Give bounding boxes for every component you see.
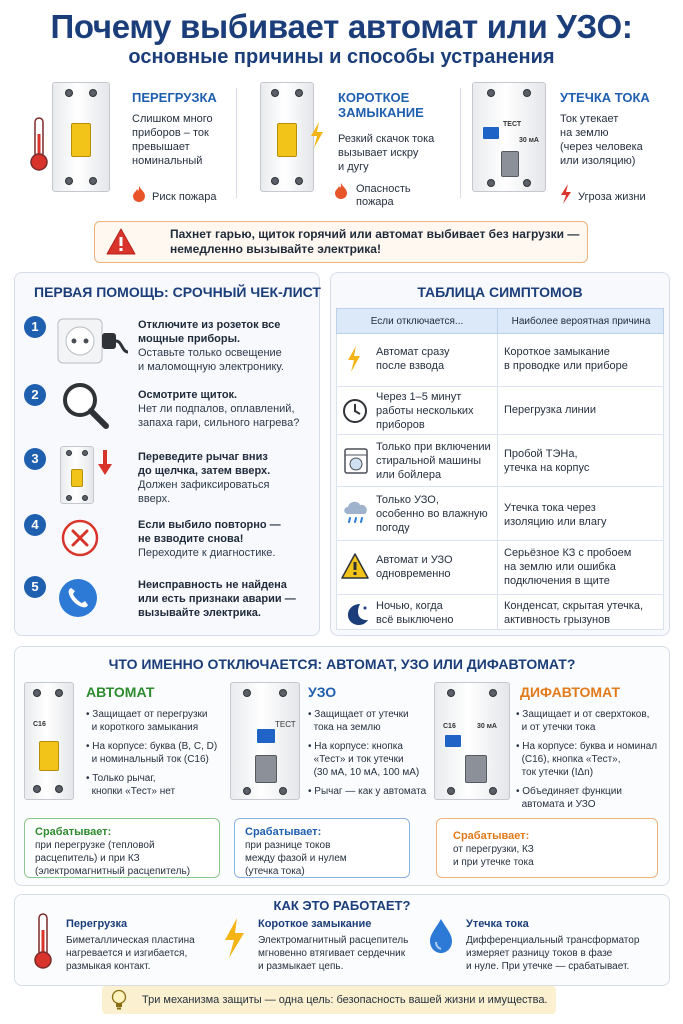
rating-label: C16	[33, 721, 46, 728]
thermometer-icon	[32, 912, 54, 970]
magnifier-icon	[60, 380, 110, 430]
current-label: 30 мА	[519, 137, 539, 144]
clock-icon	[342, 398, 368, 424]
test-label: ТЕСТ	[275, 720, 296, 729]
step-number: 3	[24, 448, 46, 470]
cancel-icon	[60, 518, 100, 558]
cause-description: Ток утекает на землю (через человека или изоляцию)	[560, 113, 643, 167]
thermometer-icon	[28, 116, 50, 172]
table-row: Только УЗО, особенно во влажную погоду Утечка тока через изоляцию или влагу	[336, 486, 664, 540]
rcd-image	[472, 82, 546, 192]
table-header	[336, 308, 664, 334]
step-text: Осмотрите щиток. Нет ли подпалов, оплавлений, запаха гари, сильного нагрева?	[138, 389, 300, 429]
lightbulb-icon	[110, 989, 128, 1011]
cause-risk: Риск пожара	[152, 191, 217, 203]
fire-icon	[334, 182, 348, 200]
step-number: 4	[24, 514, 46, 536]
lightning-icon	[560, 184, 572, 204]
breaker-image	[52, 82, 110, 192]
how-title: КАК ЭТО РАБОТАЕТ?	[273, 898, 411, 913]
washing-machine-icon	[344, 448, 368, 474]
column-header: Если отключается...	[370, 316, 464, 327]
cause-description: Резкий скачок тока вызывает искру и дугу	[338, 133, 435, 173]
step-text: Если выбило повторно — не взводите снова! Переходите к диагностике.	[138, 519, 281, 559]
lightning-icon	[222, 918, 246, 958]
cause-risk: Опасность пожара	[356, 183, 411, 208]
water-drop-icon	[428, 918, 454, 954]
cause-title: ПЕРЕГРУЗКА	[132, 90, 217, 105]
step-text: Неисправность не найдена или есть признаки аварии — вызывайте электрика.	[138, 579, 296, 619]
rain-cloud-icon	[341, 497, 371, 527]
footer-text: Три механизма защиты — одна цель: безопасность вашей жизни и имущества.	[142, 994, 548, 1006]
step-number: 2	[24, 384, 46, 406]
table-row: Ночью, когда всё выключено Конденсат, скрытая утечка, активность грызунов	[336, 594, 664, 630]
lightning-icon	[310, 122, 324, 148]
page-title: Почему выбивает автомат или УЗО:	[50, 8, 633, 45]
phone-icon	[58, 578, 98, 618]
test-label: ТЕСТ	[503, 121, 522, 128]
breaker-image	[60, 446, 94, 504]
arrow-down-icon	[98, 450, 112, 476]
step-number: 5	[24, 576, 46, 598]
cause-title: УТЕЧКА ТОКА	[560, 90, 650, 105]
rcbo-image	[434, 682, 510, 800]
how-item-text: Электромагнитный расцепитель мгновенно втягивает сердечник и размыкает цепь.	[258, 935, 409, 972]
column-header: Наиболее вероятная причина	[511, 316, 651, 327]
table-row: Только при включении стиральной машины или бойлера Пробой ТЭНа, утечка на корпус	[336, 434, 664, 486]
trigger-box: Срабатывает: при перегрузке (тепловой расцепитель) и при КЗ (электромагнитный расцепитель)	[24, 818, 220, 878]
device-features: • Защищает и от сверхтоков, и от утечки тока • На корпусе: буква и номинал (C16), кнопка «Тест», ток утечки (IΔn) • Объединяет функции автомата и УЗО	[516, 709, 658, 810]
how-item-title: Перегрузка	[66, 918, 128, 930]
table-row: Через 1–5 минут работы нескольких приборов Перегрузка линии	[336, 386, 664, 434]
lightning-icon	[346, 346, 362, 372]
cause-overload	[28, 80, 228, 210]
trigger-box: Срабатывает: при разнице токов между фазой и нулем (утечка тока)	[234, 818, 410, 878]
rating-label: C16	[443, 723, 456, 730]
rcd-image	[230, 682, 300, 800]
socket-icon	[56, 316, 130, 366]
device-title: ДИФАВТОМАТ	[520, 684, 621, 700]
device-title: УЗО	[308, 684, 337, 700]
step-text: Переведите рычаг вниз до щелчка, затем вверх. Должен зафиксироваться вверх.	[138, 451, 271, 505]
device-title: АВТОМАТ	[86, 684, 155, 700]
compare-title: ЧТО ИМЕННО ОТКЛЮЧАЕТСЯ: АВТОМАТ, УЗО ИЛИ ДИФАВТОМАТ?	[108, 656, 576, 672]
how-item-text: Биметаллическая пластина нагревается и изгибается, размыкая контакт.	[66, 935, 195, 972]
divider	[236, 88, 237, 198]
page-subtitle: основные причины и способы устранения	[128, 46, 555, 68]
device-features: • Защищает от утечки тока на землю • На корпусе: кнопка «Тест» и ток утечки (30 мА, 10 мА, 100 мА) • Рычаг — как у автомата	[308, 709, 427, 797]
how-item-title: Короткое замыкание	[258, 918, 372, 930]
how-item-title: Утечка тока	[466, 918, 529, 930]
breaker-image	[24, 682, 74, 800]
symptoms-title: ТАБЛИЦА СИМПТОМОВ	[417, 284, 583, 300]
warning-icon	[106, 228, 136, 255]
step-text: Отключите из розеток все мощные приборы. Оставьте только освещение и маломощную электронику.	[138, 319, 284, 373]
warning-text: Пахнет гарью, щиток горячий или автомат выбивает без нагрузки — немедленно вызывайте электрика!	[170, 227, 580, 256]
checklist-title: ПЕРВАЯ ПОМОЩЬ: СРОЧНЫЙ ЧЕК-ЛИСТ	[34, 284, 321, 300]
how-item-text: Дифференциальный трансформатор измеряет разницу токов в фазе и нуле. При утечке — срабатывает.	[466, 935, 640, 972]
warning-icon	[341, 553, 369, 579]
table-row: Автомат сразу после взвода Короткое замыкание в проводке или приборе	[336, 334, 664, 386]
current-label: 30 мА	[477, 723, 497, 730]
step-number: 1	[24, 316, 46, 338]
device-features: • Защищает от перегрузки и короткого замыкания • На корпусе: буква (B, C, D) и номинальный ток (C16) • Только рычаг, кнопки «Тест» нет	[86, 709, 218, 797]
divider	[460, 88, 461, 198]
fire-icon	[132, 185, 146, 203]
cause-description: Слишком много приборов – ток превышает номинальный	[132, 113, 213, 167]
breaker-image	[260, 82, 314, 192]
cause-leakage	[470, 80, 675, 210]
table-row: Автомат и УЗО одновременно Серьёзное КЗ с пробоем на землю или ошибка подключения в щите	[336, 540, 664, 594]
cause-short-circuit	[256, 80, 456, 210]
cause-title: КОРОТКОЕ ЗАМЫКАНИЕ	[338, 90, 424, 120]
cause-risk: Угроза жизни	[578, 191, 646, 203]
moon-icon	[344, 601, 370, 627]
trigger-box: Срабатывает: от перегрузки, КЗ и при утечке тока	[436, 818, 658, 878]
